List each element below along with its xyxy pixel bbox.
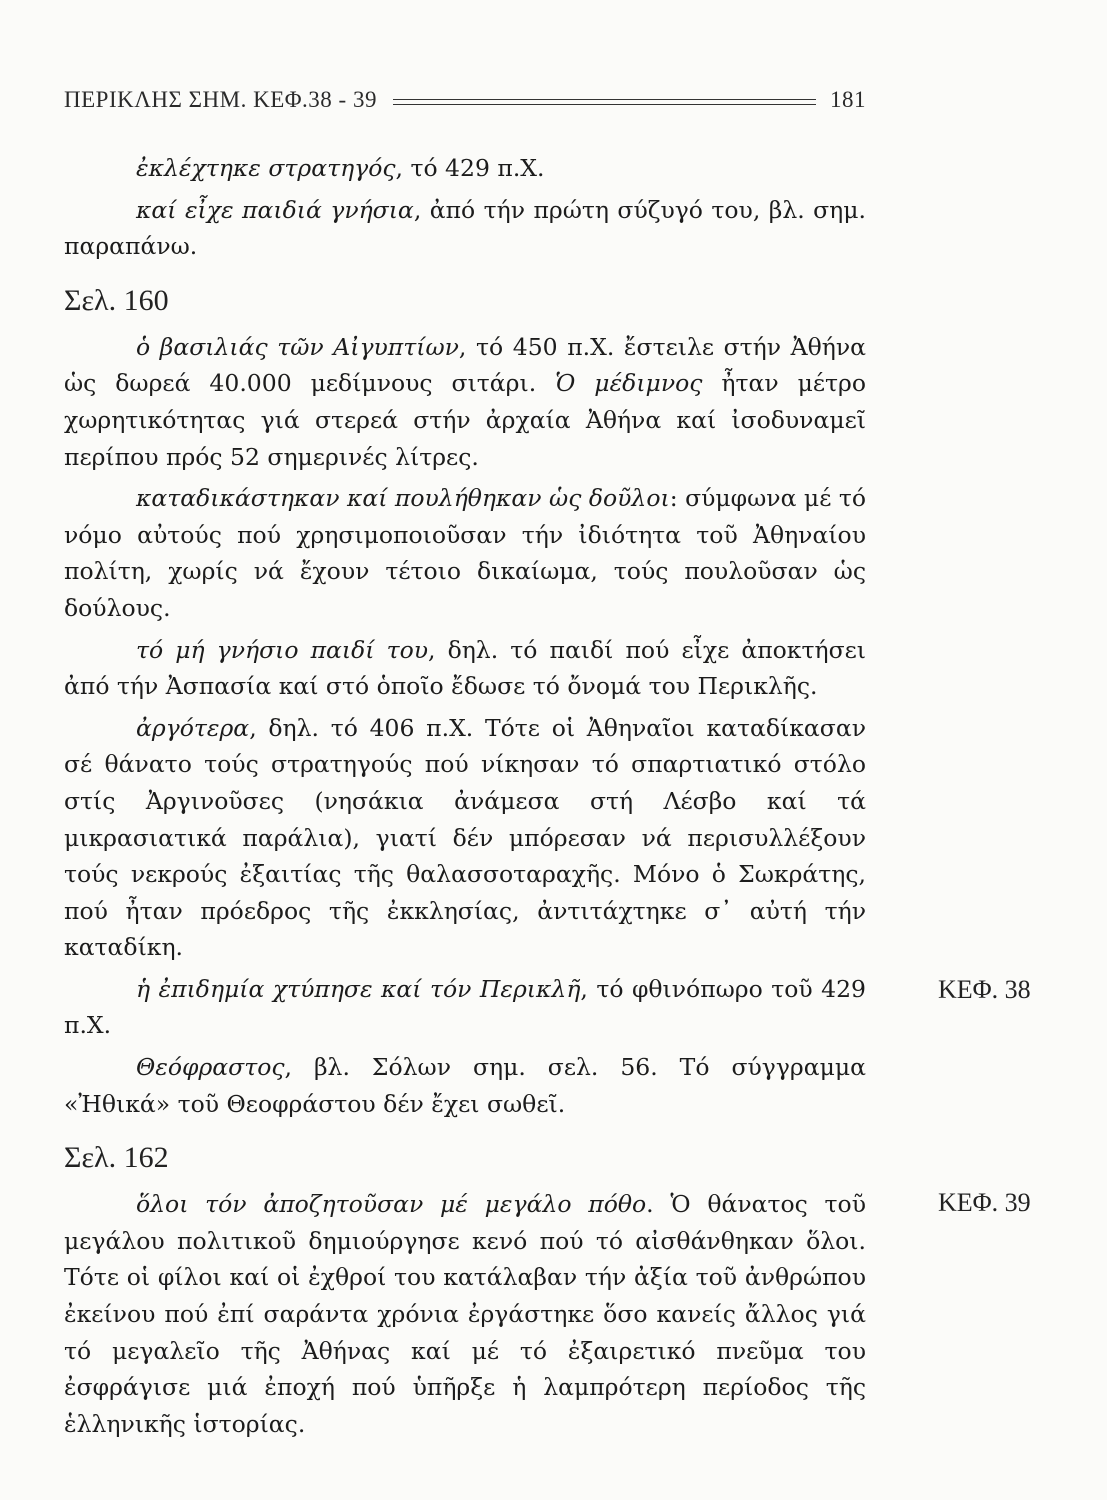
note-theophrastus [64,1049,866,1122]
running-title: ΠΕΡΙΚΛΗΣ ΣΗΜ. ΚΕΦ.38 - 39 [64,87,377,112]
note-longing [64,1186,866,1442]
note-text: : σύμφωνα μέ τό νόμο αὐτούς πού χρησιμοποιοῦσαν τήν ἰδιότητα τοῦ Ἀθηναίου πολίτη, χωρίς νά ἔχουν τέτοιο δικαίωμα, τούς πουλοῦσαν ὡς δούλους. [64,484,866,622]
header-double-rule [393,99,816,105]
note-text: . Ὁ θάνατος τοῦ μεγάλου πολιτικοῦ δημιούργησε κενό πού τό αἰσθάνθηκαν ὅλοι. Τότε οἱ φίλοι καί οἱ ἐχθροί του κατάλαβαν τήν ἀξία τοῦ ἀνθρώπου ἐκείνου πού ἐπί σαράντα χρόνια ἐργάστηκε ὅσο κανείς ἄλλος γιά τό μεγαλεῖο τῆς Ἀθήνας καί μέ τό ἐξαιρετικό πνεῦμα του ἐσφράγισε μιά ἐποχή πού ὑπῆρξε ἡ λαμπρότερη περίοδος τῆς ἑλληνικῆς ἱστορίας. [64,1190,866,1438]
notes-body [64,150,866,1447]
note-term: ἀργότερα [136,713,250,742]
note-term: ἡ ἐπιδημία χτύπησε καί τόν Περικλῆ [136,974,581,1003]
note-slaves [64,480,866,626]
note-strategos [64,150,866,187]
note-term: ὁ βασιλιάς τῶν Αἰγυπτίων [136,332,459,361]
section-heading-160: Σελ. 160 [64,283,169,317]
note-text: , δηλ. τό 406 π.Χ. Τότε οἱ Ἀθηναῖοι καταδίκασαν σέ θάνατο τούς στρατηγούς πού νίκησαν τό σπαρτιατικό στόλο στίς Ἀργινοῦσες (νησάκια ἀνάμεσα στή Λέσβο καί τά μικρασιατικά παράλια), γιατί δέν μπόρεσαν νά περισυλλέξουν τούς νεκρούς ἐξαιτίας τῆς θαλασσοταραχῆς. Μόνο ὁ Σωκράτης, πού ἦταν πρόεδρος τῆς ἐκκλησίας, ἀντιτάχτηκε σ᾿ αὐτή τήν καταδίκη. [64,713,866,962]
note-term-secondary: Ὁ μέδιμνος [555,369,703,398]
margin-chapter-38: ΚΕΦ. 38 [938,975,1031,1004]
note-text: , δηλ. τό παιδί πού εἶχε ἀποκτήσει ἀπό τήν Ἀσπασία καί στό ὁποῖο ἔδωσε τό ὄνομά του Περικλῆς. [64,635,867,701]
note-text: , τό 450 π.Χ. ἔστειλε στήν Ἀθήνα ὡς δωρεά 40.000 μεδίμνους σιτάρι. [64,332,867,398]
note-term: τό μή γνήσιο παιδί του [136,635,429,664]
note-later-arginusae [64,710,866,966]
note-term: ἐκλέχτηκε στρατηγός [136,154,396,182]
note-term: ὅλοι τόν ἀποζητοῦσαν μέ μεγάλο πόθο [136,1190,647,1219]
note-term: Θεόφραστος [136,1053,285,1082]
page-number: 181 [830,87,866,112]
note-illegitimate-child [64,632,866,705]
section-heading-162: Σελ. 162 [64,1141,169,1175]
note-epidemic [64,971,866,1044]
running-header [64,82,866,118]
note-term: καταδικάστηκαν καί πουλήθηκαν ὡς δοῦλοι [136,484,670,513]
note-term: καί εἶχε παιδιά γνήσια [136,195,414,224]
note-text: , ἀπό τήν πρώτη σύζυγό του, βλ. σημ. παραπάνω. [64,195,867,261]
note-egypt-king [64,329,866,475]
note-text: , τό φθινόπωρο τοῦ 429 π.Χ. [64,974,866,1040]
note-children [64,192,866,265]
margin-chapter-39: ΚΕΦ. 39 [938,1188,1031,1217]
note-text: , βλ. Σόλων σημ. σελ. 56. Τό σύγγραμμα «Ἠθικά» τοῦ Θεοφράστου δέν ἔχει σωθεῖ. [64,1053,866,1118]
note-text: , τό 429 π.Χ. [395,154,545,182]
note-text-secondary: ἦταν μέτρο χωρητικότητας γιά στερεά στήν ἀρχαία Ἀθήνα καί ἰσοδυναμεῖ περίπου πρός 52 σημερινές λίτρες. [64,369,866,471]
